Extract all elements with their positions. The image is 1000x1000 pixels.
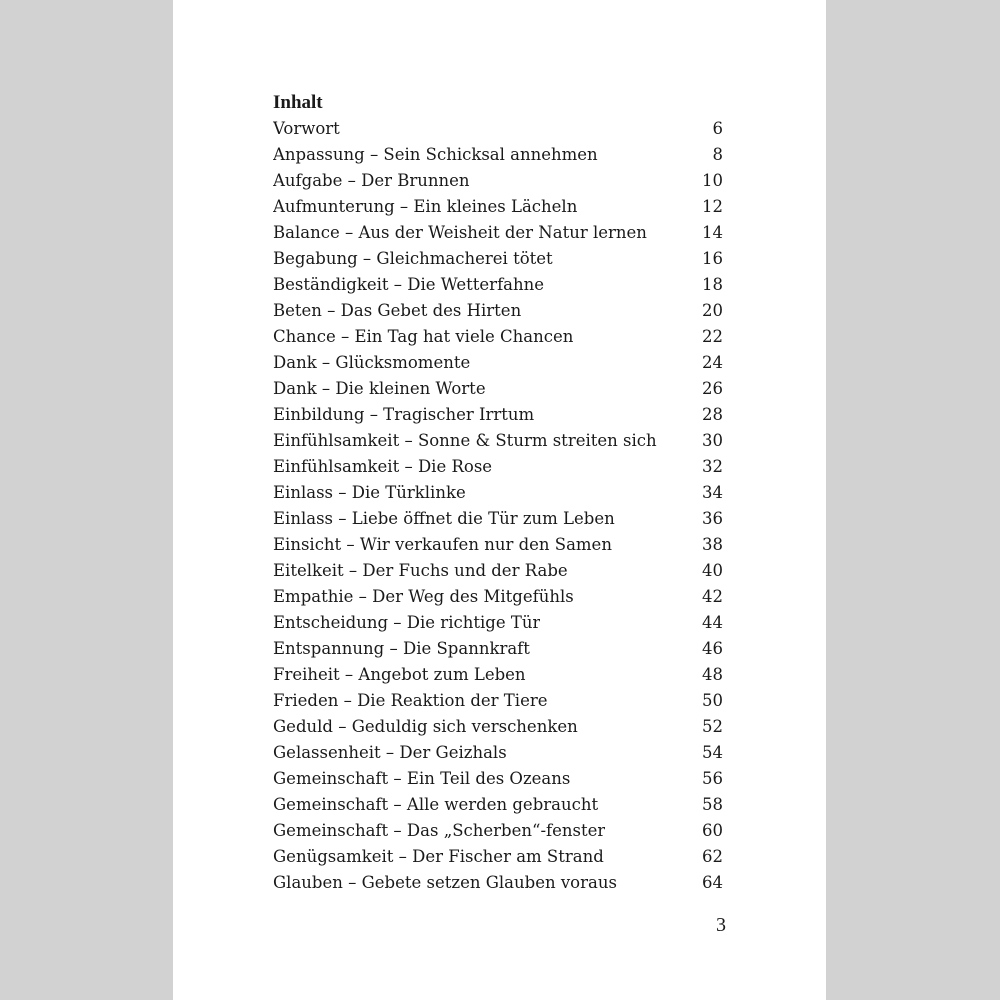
- toc-entry: [273, 662, 723, 688]
- toc-entry: [273, 740, 723, 766]
- toc-entry: [273, 116, 723, 142]
- toc-entry-page-number: 6: [712, 119, 723, 138]
- toc-entry-title: Einlass – Liebe öffnet die Tür zum Leben: [273, 509, 615, 528]
- toc-entry-page-number: 48: [702, 665, 723, 684]
- toc-entry-title: Vorwort: [273, 119, 340, 138]
- toc-entry-title: Einfühlsamkeit – Sonne & Sturm streiten sich: [273, 431, 657, 450]
- toc-entry: [273, 402, 723, 428]
- toc-entry-page-number: 22: [702, 327, 723, 346]
- toc-entry-page-number: 20: [702, 301, 723, 320]
- toc-entry-title: Einbildung – Tragischer Irrtum: [273, 405, 535, 424]
- toc-entry-page-number: 50: [702, 691, 723, 710]
- toc-entry: [273, 844, 723, 870]
- toc-entry: [273, 194, 723, 220]
- toc-entry: [273, 870, 723, 896]
- toc-entry-title: Balance – Aus der Weisheit der Natur lernen: [273, 223, 647, 242]
- toc-entry: [273, 610, 723, 636]
- toc-entry-page-number: 60: [702, 821, 723, 840]
- toc-entry-page-number: 42: [702, 587, 723, 606]
- book-page: [173, 0, 826, 1000]
- toc-entry: [273, 376, 723, 402]
- toc-entry-title: Dank – Die kleinen Worte: [273, 379, 486, 398]
- toc-entry-title: Gemeinschaft – Das „Scherben“-fenster: [273, 821, 606, 840]
- toc-entry: [273, 220, 723, 246]
- toc-entry-title: Anpassung – Sein Schicksal annehmen: [273, 145, 598, 164]
- toc-entry: [273, 506, 723, 532]
- toc-entry-title: Gelassenheit – Der Geizhals: [273, 743, 507, 762]
- toc-entry-page-number: 52: [702, 717, 723, 736]
- toc-entry: [273, 454, 723, 480]
- toc-entry-page-number: 24: [702, 353, 723, 372]
- toc-entry-page-number: 12: [702, 197, 723, 216]
- toc-entry-title: Gemeinschaft – Ein Teil des Ozeans: [273, 769, 571, 788]
- page-number: 3: [716, 914, 726, 936]
- toc-entry: [273, 272, 723, 298]
- toc-entry-title: Entscheidung – Die richtige Tür: [273, 613, 541, 632]
- toc-entry: [273, 792, 723, 818]
- toc-list: [273, 116, 723, 896]
- toc-entry-title: Eitelkeit – Der Fuchs und der Rabe: [273, 561, 568, 580]
- toc-entry-title: Entspannung – Die Spannkraft: [273, 639, 530, 658]
- toc-entry-title: Geduld – Geduldig sich verschenken: [273, 717, 578, 736]
- toc-entry-title: Aufgabe – Der Brunnen: [273, 171, 470, 190]
- toc-entry: [273, 324, 723, 350]
- toc-entry-title: Empathie – Der Weg des Mitgefühls: [273, 587, 574, 606]
- toc-entry-page-number: 46: [702, 639, 723, 658]
- toc-entry: [273, 636, 723, 662]
- toc-entry-title: Freiheit – Angebot zum Leben: [273, 665, 526, 684]
- toc-entry-page-number: 34: [702, 483, 723, 502]
- toc-entry: [273, 142, 723, 168]
- toc-entry-page-number: 40: [702, 561, 723, 580]
- toc-entry-title: Dank – Glücksmomente: [273, 353, 471, 372]
- toc-entry: [273, 480, 723, 506]
- toc-heading: Inhalt: [273, 92, 323, 113]
- toc-entry-page-number: 30: [702, 431, 723, 450]
- toc-entry: [273, 558, 723, 584]
- toc-entry-title: Beten – Das Gebet des Hirten: [273, 301, 522, 320]
- toc-entry-title: Gemeinschaft – Alle werden gebraucht: [273, 795, 599, 814]
- toc-entry-page-number: 62: [702, 847, 723, 866]
- toc-entry-page-number: 18: [702, 275, 723, 294]
- toc-entry-page-number: 10: [702, 171, 723, 190]
- toc-entry: [273, 350, 723, 376]
- toc-entry-title: Begabung – Gleichmacherei tötet: [273, 249, 553, 268]
- toc-entry-page-number: 14: [702, 223, 723, 242]
- toc-entry-page-number: 56: [702, 769, 723, 788]
- toc-entry-title: Aufmunterung – Ein kleines Lächeln: [273, 197, 578, 216]
- toc-entry: [273, 246, 723, 272]
- toc-entry-page-number: 64: [702, 873, 723, 892]
- toc-entry-title: Chance – Ein Tag hat viele Chancen: [273, 327, 574, 346]
- toc-entry-page-number: 16: [702, 249, 723, 268]
- toc-entry: [273, 168, 723, 194]
- toc-entry-page-number: 36: [702, 509, 723, 528]
- toc-entry-page-number: 58: [702, 795, 723, 814]
- toc-entry-title: Einlass – Die Türklinke: [273, 483, 466, 502]
- toc-entry: [273, 714, 723, 740]
- toc-entry: [273, 688, 723, 714]
- toc-entry: [273, 584, 723, 610]
- toc-entry-page-number: 26: [702, 379, 723, 398]
- toc-entry-page-number: 38: [702, 535, 723, 554]
- table-of-contents: [273, 90, 723, 896]
- toc-entry-page-number: 32: [702, 457, 723, 476]
- toc-entry: [273, 428, 723, 454]
- toc-entry-title: Einfühlsamkeit – Die Rose: [273, 457, 493, 476]
- toc-entry-page-number: 8: [712, 145, 723, 164]
- toc-entry: [273, 818, 723, 844]
- toc-entry: [273, 298, 723, 324]
- toc-entry: [273, 766, 723, 792]
- toc-entry-title: Glauben – Gebete setzen Glauben voraus: [273, 873, 617, 892]
- toc-entry: [273, 532, 723, 558]
- toc-entry-title: Frieden – Die Reaktion der Tiere: [273, 691, 548, 710]
- toc-entry-title: Einsicht – Wir verkaufen nur den Samen: [273, 535, 612, 554]
- toc-entry-page-number: 54: [702, 743, 723, 762]
- toc-entry-page-number: 44: [702, 613, 723, 632]
- toc-entry-title: Beständigkeit – Die Wetterfahne: [273, 275, 545, 294]
- toc-entry-page-number: 28: [702, 405, 723, 424]
- toc-entry-title: Genügsamkeit – Der Fischer am Strand: [273, 847, 604, 866]
